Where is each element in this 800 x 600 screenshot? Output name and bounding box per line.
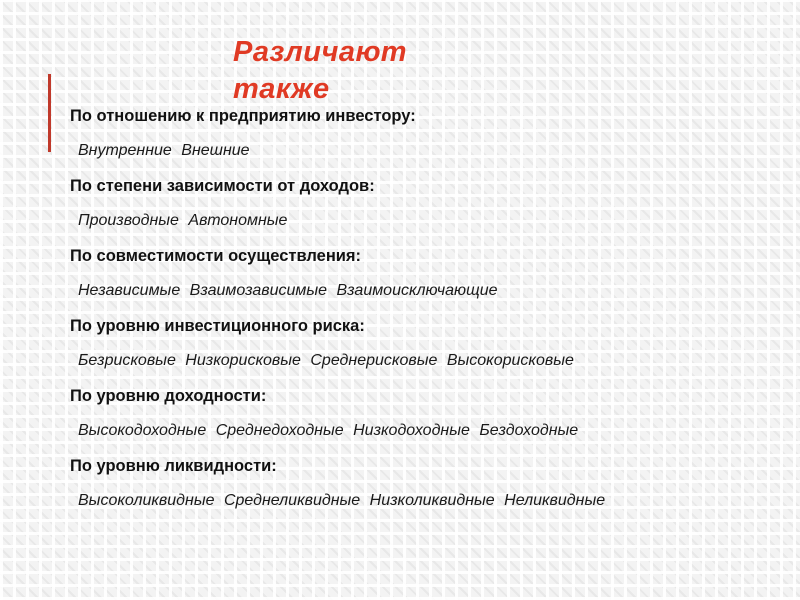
category-item: Неликвидные (504, 492, 606, 509)
category-items (70, 272, 770, 310)
category-item: Внутренние (78, 142, 172, 159)
category-heading: По совместимости осуществления: (70, 247, 362, 265)
category-item: Безрисковые (78, 352, 176, 369)
category-item: Высоколиквидные (78, 492, 215, 509)
category-items (70, 132, 770, 170)
category-heading: По уровню ликвидности: (70, 457, 277, 475)
category-item: Бездоходные (479, 422, 579, 439)
slide-title: Различают также (233, 36, 408, 105)
category-item: Среднеликвидные (223, 492, 361, 509)
category-risk-level (70, 310, 770, 380)
category-item: Внешние (181, 142, 250, 159)
category-heading: По степени зависимости от доходов: (70, 177, 375, 195)
category-item: Независимые (78, 282, 181, 299)
category-item: Низколиквидные (369, 492, 495, 509)
category-list (70, 100, 770, 520)
category-investor-relation (70, 100, 770, 170)
category-compatibility (70, 240, 770, 310)
category-heading: По отношению к предприятию инвестору: (70, 107, 416, 125)
category-item: Взаимозависимые (189, 282, 328, 299)
category-profitability (70, 380, 770, 450)
category-items (70, 202, 770, 240)
category-items (70, 342, 770, 380)
category-item: Среднедоходные (215, 422, 344, 439)
category-income-dependence (70, 170, 770, 240)
category-item: Автономные (188, 212, 288, 229)
category-item: Низкорисковые (185, 352, 301, 369)
category-item: Низкодоходные (353, 422, 470, 439)
accent-bar (48, 74, 51, 152)
category-heading: По уровню доходности: (70, 387, 267, 405)
category-item: Высокорисковые (446, 352, 574, 369)
category-heading: По уровню инвестиционного риска: (70, 317, 365, 335)
category-items (70, 412, 770, 450)
category-item: Среднерисковые (310, 352, 438, 369)
category-item: Производные (78, 212, 179, 229)
category-item: Высокодоходные (78, 422, 207, 439)
category-items (70, 482, 770, 520)
category-liquidity (70, 450, 770, 520)
category-item: Взаимоисключающие (336, 282, 498, 299)
